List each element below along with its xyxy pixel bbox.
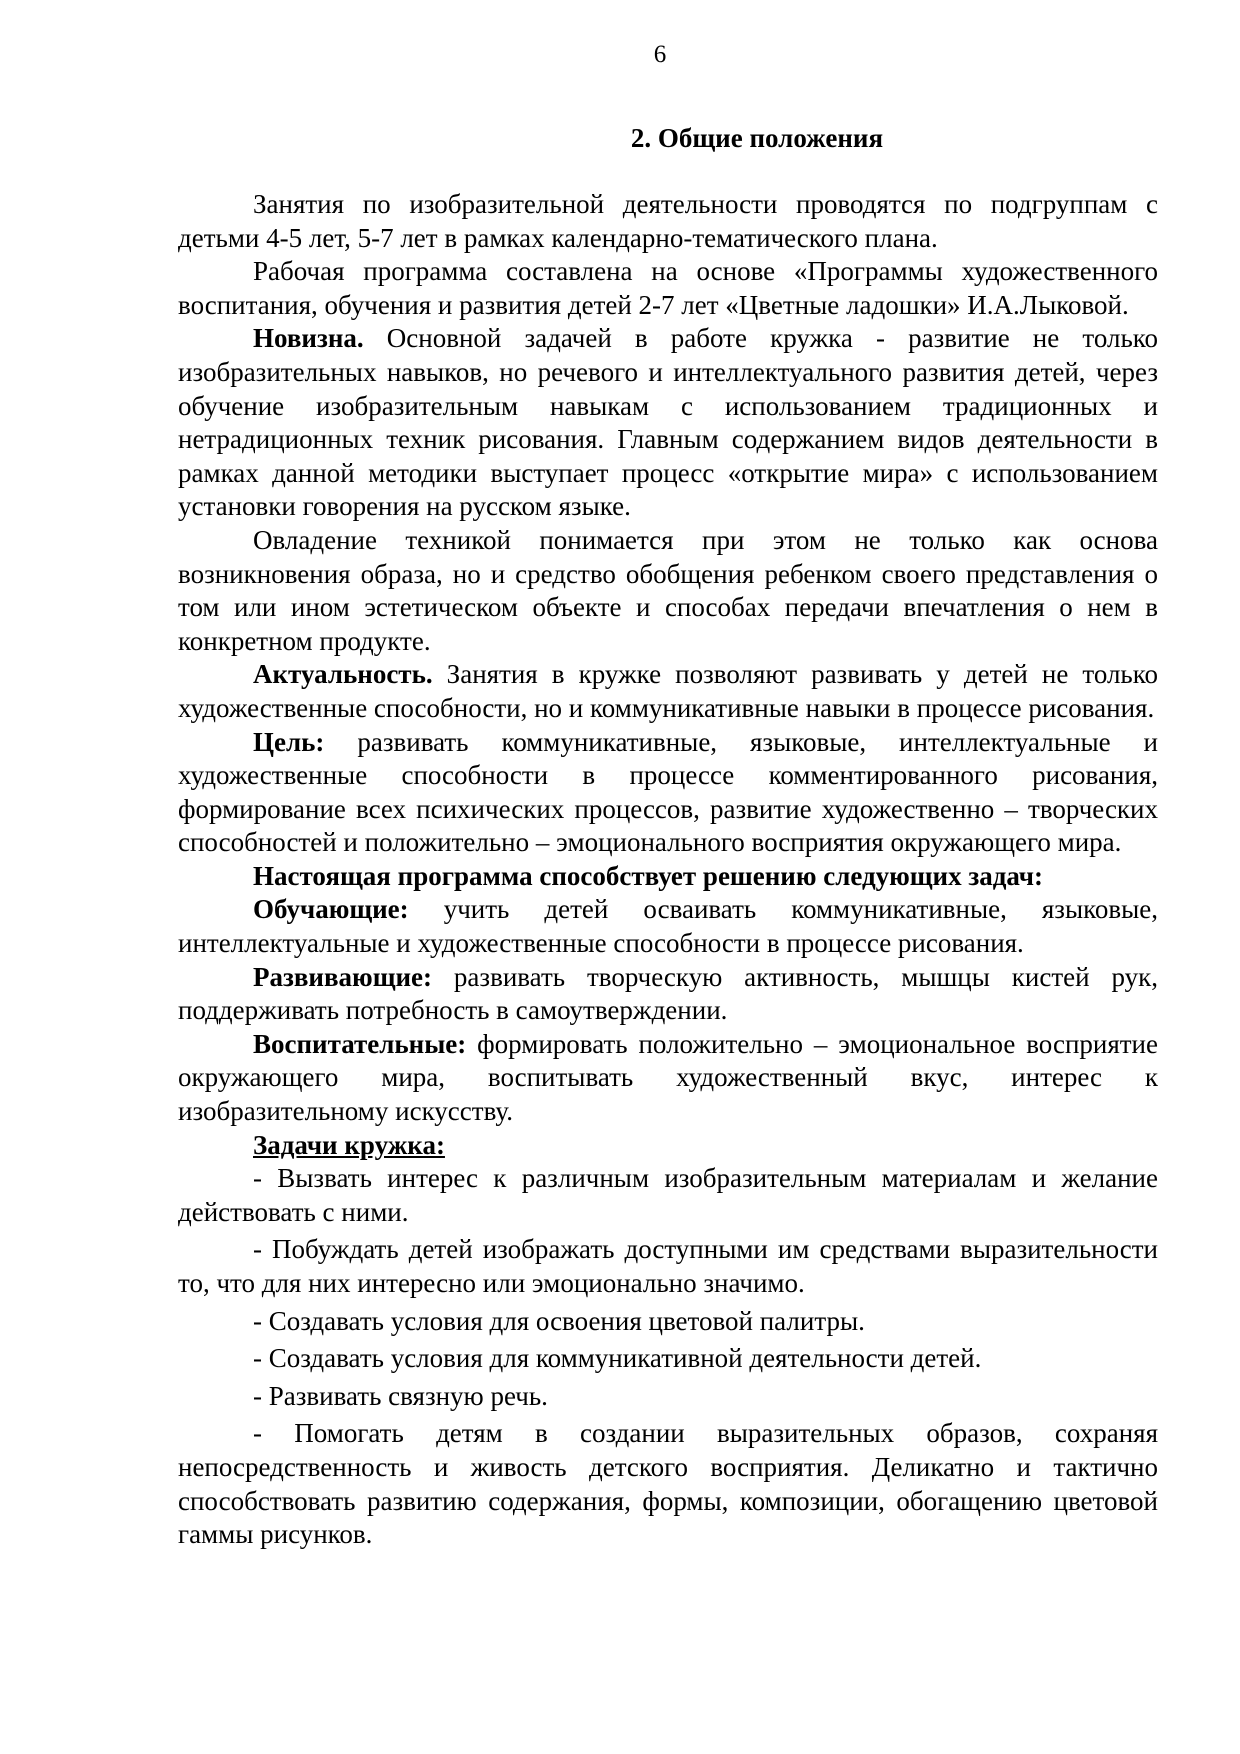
task-item: [178, 1417, 1158, 1551]
paragraph-text: Основной задачей в работе кружка - развитие не только изобразительных навыков, но речевого и интеллектуального развития детей, через обучение изобразительным навыкам с использованием традиционных и нетрадиционных техник рисования. Главным содержанием видов деятельности в рамках данной методики выступает процесс «открытие мира» с использованием установки говорения на русском языке.: [178, 323, 1158, 522]
task-text: - Помогать детям в создании выразительных образов, сохраняя непосредственность и живость детского восприятия. Деликатно и тактично способствовать развитию содержания, формы, композиции, обогащению цветовой гаммы рисунков.: [178, 1418, 1158, 1550]
task-text: - Развивать связную речь.: [253, 1380, 548, 1411]
paragraph-lead: Развивающие:: [253, 961, 433, 992]
paragraph-text: Рабочая программа составлена на основе «Программы художественного воспитания, обучения и развития детей 2-7 лет «Цветные ладошки» И.А.Лыковой.: [178, 256, 1158, 320]
page-number: 6: [653, 41, 667, 68]
paragraph-text: Занятия по изобразительной деятельности проводятся по подгруппам с детьми 4-5 лет, 5-7 лет в рамках календарно-тематического плана.: [178, 189, 1158, 253]
paragraph-developing: [178, 961, 1158, 1028]
task-text: - Вызвать интерес к различным изобразительным материалам и желание действовать с ними.: [178, 1163, 1158, 1227]
paragraph-text: формировать положительно – эмоциональное восприятие окружающего мира, воспитывать художественный вкус, интерес к изобразительному искусству.: [178, 1028, 1158, 1127]
paragraph-novelty: [178, 322, 1158, 524]
task-item: [178, 1342, 1158, 1376]
paragraph-text: развивать коммуникативные, языковые, интеллектуальные и художественные способности в процессе комментированного рисования, формирование всех психических процессов, развитие художественно – творческих способностей и положительно – эмоционального восприятия окружающего мира.: [178, 726, 1158, 858]
paragraph-teaching: [178, 893, 1158, 960]
paragraph-club-tasks-heading: [178, 1129, 1158, 1163]
paragraph-educational: [178, 1028, 1158, 1129]
paragraph-program-basis: [178, 255, 1158, 322]
paragraph-classes: [178, 188, 1158, 255]
task-text: - Побуждать детей изображать доступными им средствами выразительности то, что для них интересно или эмоционально значимо.: [178, 1234, 1158, 1298]
paragraph-objectives-heading: [178, 860, 1158, 894]
paragraph-lead: Актуальность.: [253, 659, 433, 690]
task-text: - Создавать условия для освоения цветовой палитры.: [253, 1305, 865, 1336]
paragraph-lead: Воспитательные:: [253, 1028, 467, 1059]
paragraph-lead: Обучающие:: [253, 894, 409, 925]
paragraph-lead: Цель:: [253, 726, 325, 757]
paragraph-lead: Настоящая программа способствует решению следующих задач:: [253, 860, 1044, 891]
paragraph-text: Занятия в кружке позволяют развивать у детей не только художественные способности, но и коммуникативные навыки в процессе рисования.: [178, 659, 1158, 723]
paragraph-lead: Задачи кружка:: [253, 1129, 445, 1160]
task-item: [178, 1162, 1158, 1229]
task-item: [178, 1233, 1158, 1300]
paragraph-technique: [178, 524, 1158, 658]
paragraph-goal: [178, 726, 1158, 860]
paragraph-text: учить детей осваивать коммуникативные, языковые, интеллектуальные и художественные способности в процессе рисования.: [178, 894, 1158, 959]
section-heading: 2. Общие положения: [630, 123, 884, 153]
paragraph-text: Овладение техникой понимается при этом не только как основа возникновения образа, но и средство обобщения ребенком своего представления о том или ином эстетическом объекте и способах передачи впечатления о нем в конкретном продукте.: [178, 524, 1158, 656]
paragraph-text: развивать творческую активность, мышцы кистей рук, поддерживать потребность в самоутверждении.: [178, 961, 1158, 1026]
task-item: [178, 1380, 1158, 1414]
task-text: - Создавать условия для коммуникативной деятельности детей.: [253, 1343, 982, 1374]
paragraph-lead: Новизна.: [253, 323, 364, 354]
body-text: [178, 188, 1158, 1552]
task-item: [178, 1305, 1158, 1339]
paragraph-relevance: [178, 658, 1158, 725]
